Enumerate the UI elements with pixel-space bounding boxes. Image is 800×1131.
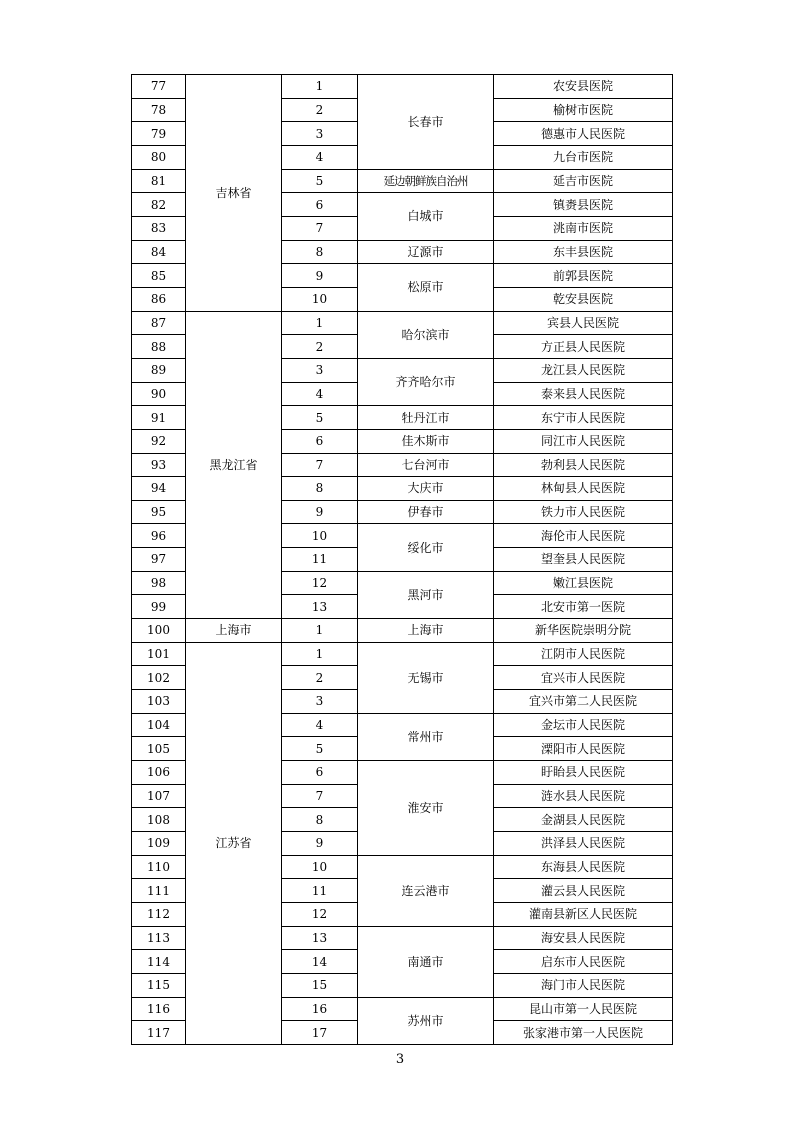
row-number-cell: 112 xyxy=(132,902,186,926)
index-cell: 12 xyxy=(282,902,358,926)
index-cell: 1 xyxy=(282,311,358,335)
row-number-cell: 78 xyxy=(132,98,186,122)
city-cell: 齐齐哈尔市 xyxy=(358,358,494,405)
city-cell: 长春市 xyxy=(358,75,494,170)
city-cell: 延边朝鲜族自治州 xyxy=(358,169,494,193)
hospital-cell: 东丰县医院 xyxy=(494,240,673,264)
hospital-cell: 九台市医院 xyxy=(494,145,673,169)
hospital-cell: 德惠市人民医院 xyxy=(494,122,673,146)
row-number-cell: 111 xyxy=(132,879,186,903)
index-cell: 2 xyxy=(282,666,358,690)
hospital-cell: 东宁市人民医院 xyxy=(494,406,673,430)
hospital-cell: 金湖县人民医院 xyxy=(494,808,673,832)
hospital-cell: 灌南县新区人民医院 xyxy=(494,902,673,926)
hospital-cell: 延吉市医院 xyxy=(494,169,673,193)
row-number-cell: 109 xyxy=(132,832,186,856)
index-cell: 4 xyxy=(282,145,358,169)
page-number: 3 xyxy=(395,1052,405,1067)
row-number-cell: 108 xyxy=(132,808,186,832)
row-number-cell: 104 xyxy=(132,713,186,737)
table-row xyxy=(132,311,673,335)
hospital-cell: 洮南市医院 xyxy=(494,216,673,240)
city-cell: 常州市 xyxy=(358,713,494,760)
index-cell: 11 xyxy=(282,548,358,572)
hospital-cell: 启东市人民医院 xyxy=(494,950,673,974)
row-number-cell: 85 xyxy=(132,264,186,288)
index-cell: 13 xyxy=(282,595,358,619)
city-cell: 淮安市 xyxy=(358,761,494,856)
hospital-cell: 溧阳市人民医院 xyxy=(494,737,673,761)
row-number-cell: 99 xyxy=(132,595,186,619)
index-cell: 8 xyxy=(282,477,358,501)
index-cell: 10 xyxy=(282,855,358,879)
hospital-cell: 榆树市医院 xyxy=(494,98,673,122)
hospital-cell: 镇赉县医院 xyxy=(494,193,673,217)
hospital-cell: 方正县人民医院 xyxy=(494,335,673,359)
table-body xyxy=(132,75,673,1045)
hospital-cell: 海安县人民医院 xyxy=(494,926,673,950)
hospital-cell: 铁力市人民医院 xyxy=(494,500,673,524)
index-cell: 12 xyxy=(282,571,358,595)
province-cell: 上海市 xyxy=(186,619,282,643)
row-number-cell: 93 xyxy=(132,453,186,477)
row-number-cell: 117 xyxy=(132,1021,186,1045)
row-number-cell: 77 xyxy=(132,75,186,99)
hospital-cell: 龙江县人民医院 xyxy=(494,358,673,382)
city-cell: 连云港市 xyxy=(358,855,494,926)
province-cell: 江苏省 xyxy=(186,642,282,1044)
index-cell: 2 xyxy=(282,98,358,122)
index-cell: 3 xyxy=(282,122,358,146)
city-cell: 苏州市 xyxy=(358,997,494,1044)
row-number-cell: 94 xyxy=(132,477,186,501)
row-number-cell: 100 xyxy=(132,619,186,643)
row-number-cell: 90 xyxy=(132,382,186,406)
hospital-cell: 前郭县医院 xyxy=(494,264,673,288)
province-cell: 吉林省 xyxy=(186,75,282,312)
index-cell: 2 xyxy=(282,335,358,359)
index-cell: 14 xyxy=(282,950,358,974)
row-number-cell: 114 xyxy=(132,950,186,974)
index-cell: 4 xyxy=(282,713,358,737)
city-cell: 辽源市 xyxy=(358,240,494,264)
hospital-cell: 望奎县人民医院 xyxy=(494,548,673,572)
hospital-cell: 灌云县人民医院 xyxy=(494,879,673,903)
city-cell: 南通市 xyxy=(358,926,494,997)
hospital-cell: 泰来县人民医院 xyxy=(494,382,673,406)
index-cell: 6 xyxy=(282,193,358,217)
hospital-cell: 新华医院崇明分院 xyxy=(494,619,673,643)
hospital-list-table xyxy=(131,74,673,1045)
index-cell: 7 xyxy=(282,453,358,477)
index-cell: 3 xyxy=(282,358,358,382)
row-number-cell: 116 xyxy=(132,997,186,1021)
city-cell: 大庆市 xyxy=(358,477,494,501)
row-number-cell: 101 xyxy=(132,642,186,666)
city-cell: 松原市 xyxy=(358,264,494,311)
index-cell: 11 xyxy=(282,879,358,903)
hospital-cell: 林甸县人民医院 xyxy=(494,477,673,501)
row-number-cell: 102 xyxy=(132,666,186,690)
hospital-cell: 东海县人民医院 xyxy=(494,855,673,879)
row-number-cell: 110 xyxy=(132,855,186,879)
index-cell: 10 xyxy=(282,524,358,548)
city-cell: 黑河市 xyxy=(358,571,494,618)
index-cell: 7 xyxy=(282,784,358,808)
hospital-cell: 海伦市人民医院 xyxy=(494,524,673,548)
index-cell: 8 xyxy=(282,808,358,832)
row-number-cell: 97 xyxy=(132,548,186,572)
index-cell: 4 xyxy=(282,382,358,406)
index-cell: 17 xyxy=(282,1021,358,1045)
table-row xyxy=(132,642,673,666)
index-cell: 7 xyxy=(282,216,358,240)
table-row xyxy=(132,619,673,643)
hospital-cell: 金坛市人民医院 xyxy=(494,713,673,737)
row-number-cell: 91 xyxy=(132,406,186,430)
index-cell: 1 xyxy=(282,619,358,643)
index-cell: 9 xyxy=(282,832,358,856)
city-cell: 绥化市 xyxy=(358,524,494,571)
table-row xyxy=(132,75,673,99)
row-number-cell: 105 xyxy=(132,737,186,761)
row-number-cell: 86 xyxy=(132,287,186,311)
row-number-cell: 96 xyxy=(132,524,186,548)
row-number-cell: 115 xyxy=(132,973,186,997)
row-number-cell: 88 xyxy=(132,335,186,359)
index-cell: 8 xyxy=(282,240,358,264)
city-cell: 佳木斯市 xyxy=(358,429,494,453)
row-number-cell: 107 xyxy=(132,784,186,808)
index-cell: 13 xyxy=(282,926,358,950)
row-number-cell: 103 xyxy=(132,690,186,714)
hospital-cell: 海门市人民医院 xyxy=(494,973,673,997)
city-cell: 无锡市 xyxy=(358,642,494,713)
index-cell: 6 xyxy=(282,429,358,453)
index-cell: 1 xyxy=(282,642,358,666)
index-cell: 9 xyxy=(282,264,358,288)
hospital-cell: 张家港市第一人民医院 xyxy=(494,1021,673,1045)
province-cell: 黑龙江省 xyxy=(186,311,282,619)
index-cell: 5 xyxy=(282,406,358,430)
city-cell: 哈尔滨市 xyxy=(358,311,494,358)
hospital-cell: 乾安县医院 xyxy=(494,287,673,311)
city-cell: 上海市 xyxy=(358,619,494,643)
row-number-cell: 92 xyxy=(132,429,186,453)
row-number-cell: 106 xyxy=(132,761,186,785)
hospital-cell: 涟水县人民医院 xyxy=(494,784,673,808)
index-cell: 5 xyxy=(282,737,358,761)
index-cell: 1 xyxy=(282,75,358,99)
hospital-cell: 宜兴市人民医院 xyxy=(494,666,673,690)
hospital-cell: 农安县医院 xyxy=(494,75,673,99)
index-cell: 15 xyxy=(282,973,358,997)
row-number-cell: 98 xyxy=(132,571,186,595)
hospital-cell: 勃利县人民医院 xyxy=(494,453,673,477)
hospital-cell: 宜兴市第二人民医院 xyxy=(494,690,673,714)
hospital-cell: 宾县人民医院 xyxy=(494,311,673,335)
row-number-cell: 95 xyxy=(132,500,186,524)
index-cell: 6 xyxy=(282,761,358,785)
city-cell: 白城市 xyxy=(358,193,494,240)
row-number-cell: 89 xyxy=(132,358,186,382)
row-number-cell: 79 xyxy=(132,122,186,146)
index-cell: 16 xyxy=(282,997,358,1021)
hospital-cell: 盱眙县人民医院 xyxy=(494,761,673,785)
hospital-cell: 北安市第一医院 xyxy=(494,595,673,619)
row-number-cell: 80 xyxy=(132,145,186,169)
hospital-cell: 昆山市第一人民医院 xyxy=(494,997,673,1021)
row-number-cell: 81 xyxy=(132,169,186,193)
city-cell: 伊春市 xyxy=(358,500,494,524)
hospital-cell: 嫩江县医院 xyxy=(494,571,673,595)
city-cell: 七台河市 xyxy=(358,453,494,477)
index-cell: 10 xyxy=(282,287,358,311)
row-number-cell: 82 xyxy=(132,193,186,217)
row-number-cell: 83 xyxy=(132,216,186,240)
row-number-cell: 84 xyxy=(132,240,186,264)
index-cell: 3 xyxy=(282,690,358,714)
index-cell: 5 xyxy=(282,169,358,193)
hospital-cell: 同江市人民医院 xyxy=(494,429,673,453)
row-number-cell: 113 xyxy=(132,926,186,950)
index-cell: 9 xyxy=(282,500,358,524)
hospital-cell: 江阴市人民医院 xyxy=(494,642,673,666)
row-number-cell: 87 xyxy=(132,311,186,335)
city-cell: 牡丹江市 xyxy=(358,406,494,430)
hospital-cell: 洪泽县人民医院 xyxy=(494,832,673,856)
